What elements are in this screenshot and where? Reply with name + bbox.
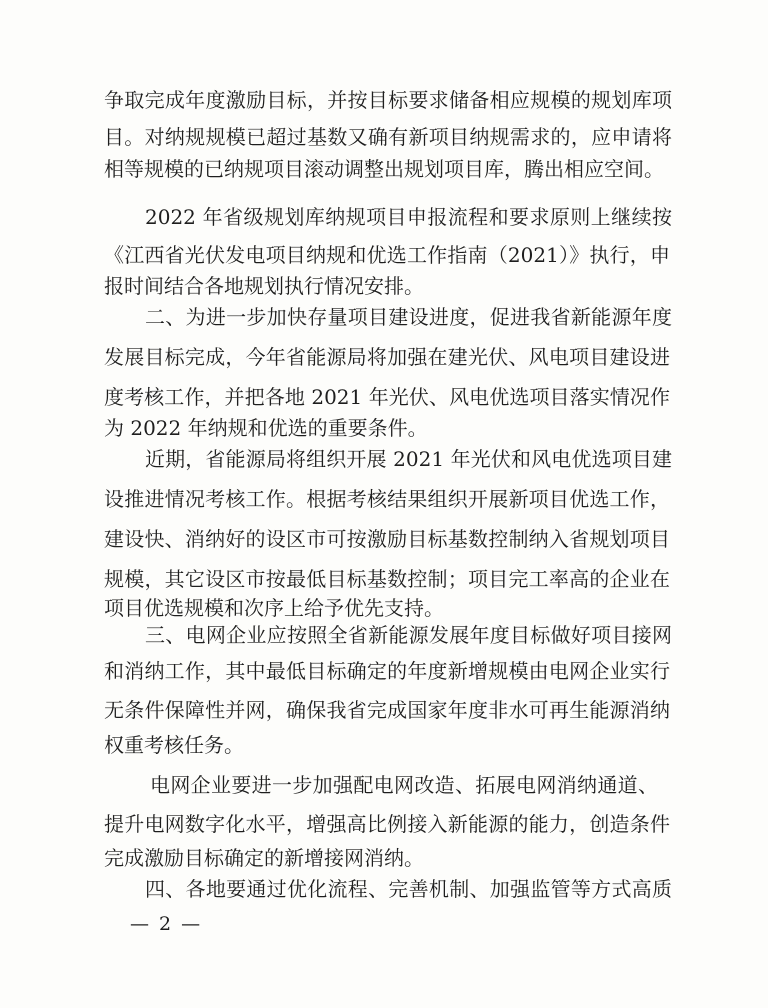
text-line: 提升电网数字化水平，增强高比例接入新能源的能力，创造条件 [104,812,670,836]
text-line: 度考核工作，并把各地 2021 年光伏、风电优选项目落实情况作 [104,385,670,409]
text-line: 权重考核任务。 [104,733,244,757]
text-line: 电网企业要进一步加强配电网改造、拓展电网消纳通道、 [150,773,658,797]
text-line: 二、为进一步加快存量项目建设进度，促进我省新能源年度 [145,305,672,329]
text-line: 完成激励目标确定的新增接网消纳。 [104,846,424,870]
text-line: 三、电网企业应按照全省新能源发展年度目标做好项目接网 [145,623,672,647]
text-line: 发展目标完成，今年省能源局将加强在建光伏、风电项目建设进 [104,345,670,369]
page-number: — 2 — [130,913,203,935]
text-line: 近期，省能源局将组织开展 2021 年光伏和风电优选项目建 [145,447,672,471]
text-line: 四、各地要通过优化流程、完善机制、加强监管等方式高质 [145,877,672,901]
text-line: 设推进情况考核工作。根据考核结果组织开展新项目优选工作， [104,487,670,511]
text-line: 报时间结合各地规划执行情况安排。 [104,274,424,298]
text-line: 无条件保障性并网，确保我省完成国家年度非水可再生能源消纳 [104,698,670,722]
text-line: 争取完成年度激励目标，并按目标要求储备相应规模的规划库项 [104,88,672,112]
text-line: 相等规模的已纳规项目滚动调整出规划项目库，腾出相应空间。 [104,157,664,181]
text-line: 项目优选规模和次序上给予优先支持。 [104,596,444,620]
text-line: 建设快、消纳好的设区市可按激励目标基数控制纳入省规划项目 [104,527,670,551]
text-line: 2022 年省级规划库纳规项目申报流程和要求原则上继续按 [145,205,672,229]
text-line: 和消纳工作，其中最低目标确定的年度新增规模由电网企业实行 [104,659,670,683]
text-line: 目。对纳规规模已超过基数又确有新项目纳规需求的，应申请将 [104,125,672,149]
text-line: 《江西省光伏发电项目纳规和优选工作指南（2021）》执行，申 [104,243,670,267]
text-line: 为 2022 年纳规和优选的重要条件。 [104,416,428,440]
text-line: 规模，其它设区市按最低目标基数控制；项目完工率高的企业在 [104,567,670,591]
